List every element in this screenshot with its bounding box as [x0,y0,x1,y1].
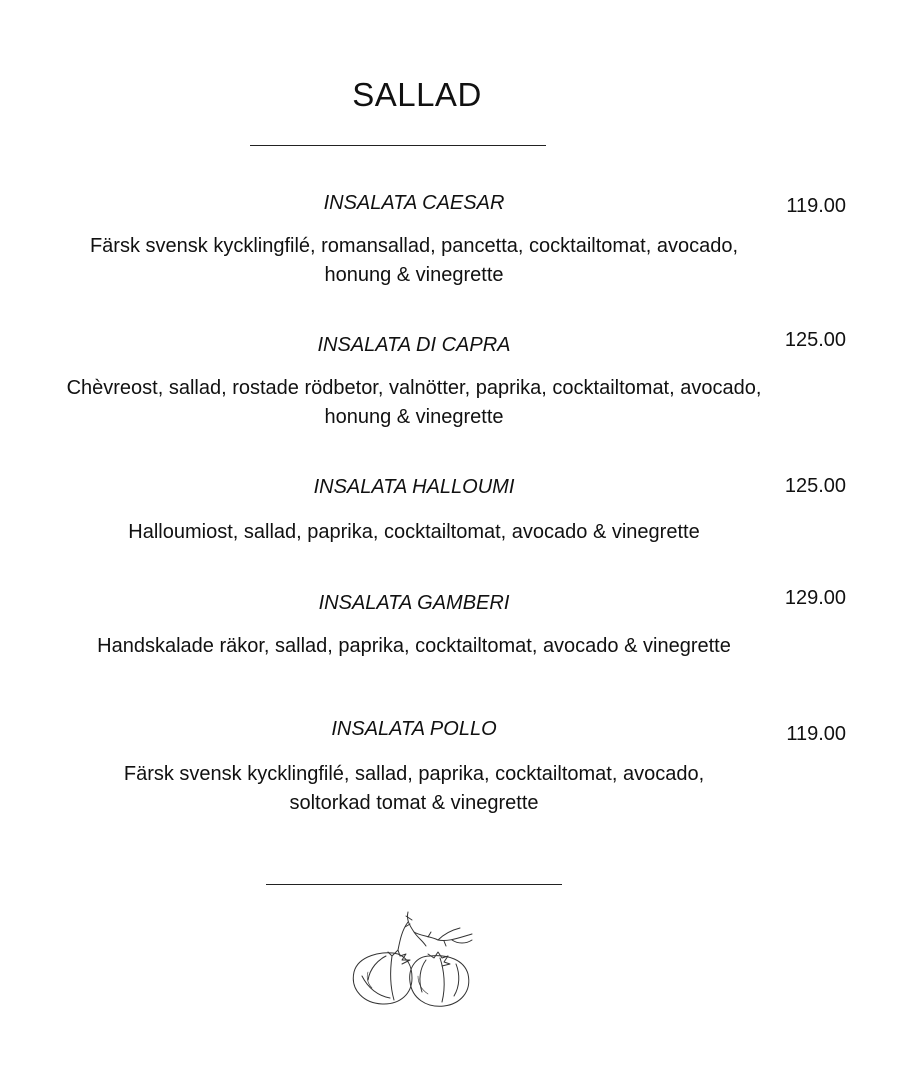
item-price-pollo: 119.00 [786,723,846,745]
top-divider [250,145,546,146]
item-desc-gamberi [0,632,828,661]
desc-line: honung & vinegrette [324,406,504,428]
item-desc-caesar [0,232,828,290]
desc-line: soltorkad tomat & vinegrette [289,792,539,814]
item-price-di-capra: 125.00 [784,329,846,351]
item-name-caesar: INSALATA CAESAR [323,192,505,214]
item-desc-pollo [0,760,828,818]
desc-line: honung & vinegrette [324,264,504,286]
desc-line: Halloumiost, sallad, paprika, cocktailtomat, avocado & vinegrette [128,521,700,543]
item-desc-di-capra [0,374,828,432]
item-name-di-capra: INSALATA DI CAPRA [317,334,511,356]
tomato-vine-icon [348,910,474,1010]
desc-line: Färsk svensk kycklingfilé, romansallad, pancetta, cocktailtomat, avocado, [89,235,739,257]
item-name-gamberi: INSALATA GAMBERI [318,592,510,614]
item-price-caesar: 119.00 [786,195,846,217]
desc-line: Färsk svensk kycklingfilé, sallad, paprika, cocktailtomat, avocado, [123,763,705,785]
item-desc-halloumi [0,518,828,547]
item-price-gamberi: 129.00 [784,587,846,609]
item-name-pollo: INSALATA POLLO [331,718,497,740]
bottom-divider [266,884,562,885]
item-price-halloumi: 125.00 [784,475,846,497]
menu-title: SALLAD [352,76,482,113]
item-name-halloumi: INSALATA HALLOUMI [313,476,515,498]
desc-line: Chèvreost, sallad, rostade rödbetor, valnötter, paprika, cocktailtomat, avocado, [66,377,762,399]
desc-line: Handskalade räkor, sallad, paprika, cocktailtomat, avocado & vinegrette [97,635,731,657]
